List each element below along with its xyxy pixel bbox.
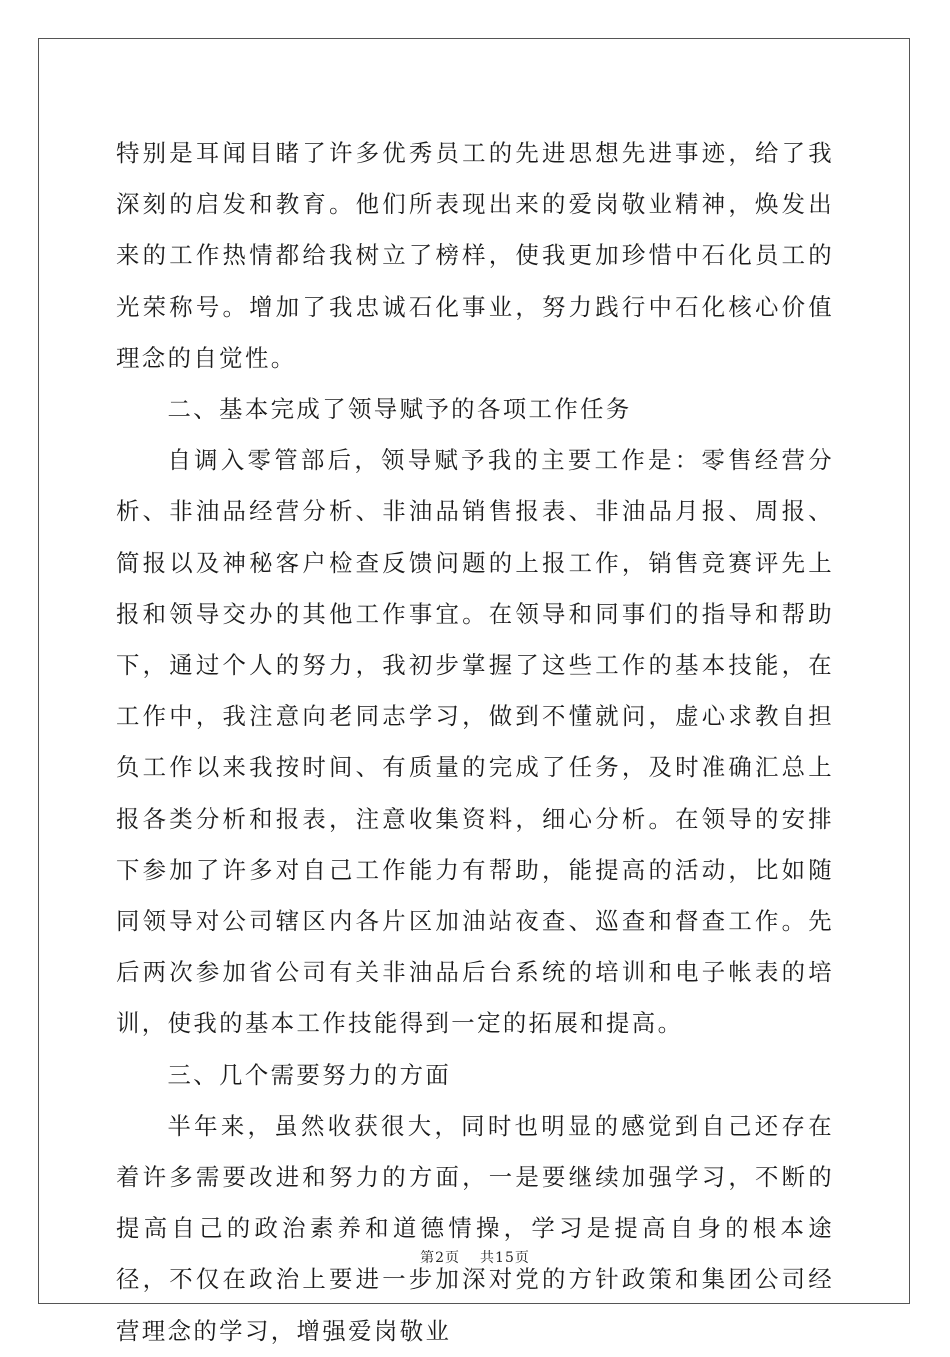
paragraph-1: 特别是耳闻目睹了许多优秀员工的先进思想先进事迹，给了我深刻的启发和教育。他们所表现出来的爱岗敬业精神，焕发出来的工作热情都给我树立了榜样，使我更加珍惜中石化员工的光荣称号。增加了我忠诚石化事业，努力践行中石化核心价值理念的自觉性。	[116, 139, 834, 372]
page-footer	[0, 1247, 950, 1267]
paragraph-3: 半年来，虽然收获很大，同时也明显的感觉到自己还存在着许多需要改进和努力的方面，一是要继续加强学习，不断的提高自己的政治素养和道德情操，学习是提高自身的根本途径，不仅在政治上要进一步加深对党的方针政策和集团公司经营理念的学习，增强爱岗敬业	[116, 1111, 834, 1345]
page-total: 共15页	[480, 1250, 530, 1266]
document-body	[116, 128, 834, 1357]
paragraph-2: 自调入零管部后，领导赋予我的主要工作是：零售经营分析、非油品经营分析、非油品销售报表、非油品月报、周报、简报以及神秘客户检查反馈问题的上报工作，销售竞赛评先上报和领导交办的其他工作事宜。在领导和同事们的指导和帮助下，通过个人的努力，我初步掌握了这些工作的基本技能，在工作中，我注意向老同志学习，做到不懂就问，虚心求教自担负工作以来我按时间、有质量的完成了任务，及时准确汇总上报各类分析和报表，注意收集资料，细心分析。在领导的安排下参加了许多对自己工作能力有帮助，能提高的活动，比如随同领导对公司辖区内各片区加油站夜查、巡查和督查工作。先后两次参加省公司有关非油品后台系统的培训和电子帐表的培训，使我的基本工作技能得到一定的拓展和提高。	[116, 446, 834, 1038]
section-heading-2: 二、基本完成了领导赋予的各项工作任务	[167, 395, 632, 424]
section-heading-3: 三、几个需要努力的方面	[167, 1060, 452, 1089]
page-number: 第2页	[420, 1250, 461, 1266]
